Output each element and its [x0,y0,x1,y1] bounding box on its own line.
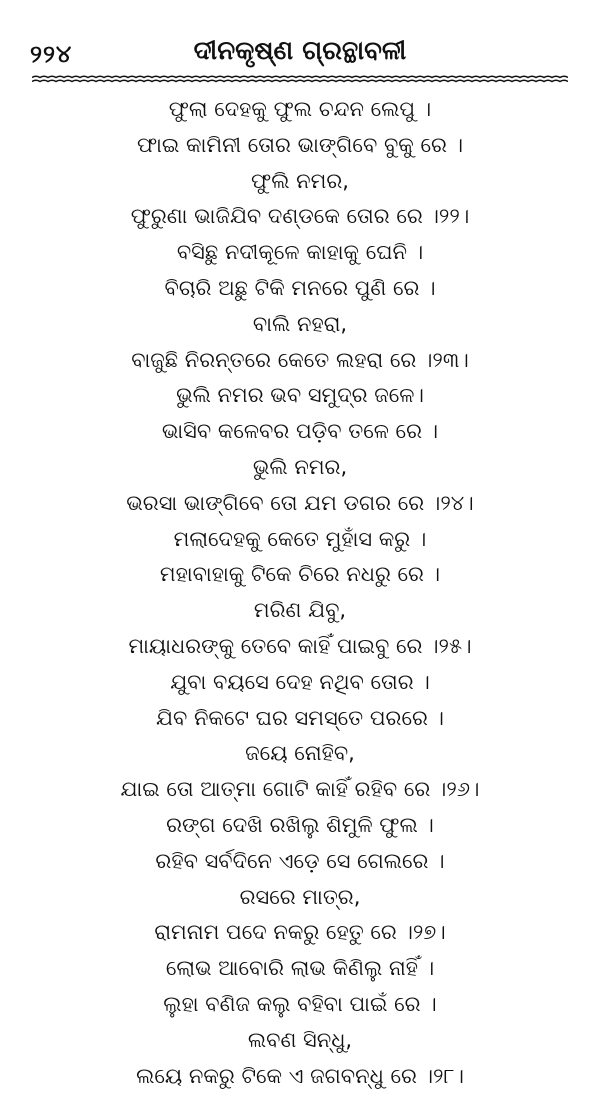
poem-line: ଭୁଲି ନମର ଭବ ସମୁଦ୍ର ଜଳେ। [176,383,424,408]
poem-line: ବିଚାରି ଅଛୁ ଟିକି ମନରେ ପୁଣି ରେ । [164,275,436,300]
poem-line: ଜୟେ ନୋହିବ, [245,741,355,766]
poem-line: ରାମନାମ ପଦେ ନକରୁ ହେତୁ ରେ ।୨୭। [154,920,446,945]
book-title: ଦୀନକୃଷ୍ଣ ଗ୍ରନ୍ଥାବଳୀ [193,36,407,66]
poem-line: ଯିବ ନିକଟେ ଘର ସମସ୍ତେ ପରରେ । [155,705,445,730]
poem-line: ଯାଇ ତୋ ଆତ୍ମା ଗୋଟି କାହିଁ ରହିବ ରେ ।୨୬। [120,777,480,802]
poem-line: ଫାଇ କାମିନୀ ତୋର ଭାଙ୍ଗିବେ ବୁକୁ ରେ । [136,132,464,157]
poem-line: ବାଲି ନହରା, [252,311,348,336]
poem-line: ରହିବ ସର୍ବଦିନେ ଏଡ଼େ ସେ ଗେଲରେ । [155,848,445,873]
page-header [0,0,600,90]
poem-body [0,92,600,1094]
poem-line: ଭାସିବ କଳେବର ପଡ଼ିବ ତଳେ ରେ । [161,419,439,444]
poem-line: ମଲାଦେହକୁ କେତେ ମୁହାଁସ କରୁ । [173,526,427,551]
poem-line: ଲୁହା ବଣିଜ କଲୁ ବହିବା ପାଇଁ ରେ । [163,991,437,1016]
wavy-rule [32,74,568,84]
poem-line: ଲୋଭ ଆବୋରି ଲାଭ କିଣିଲୁ ନାହିଁ । [165,956,435,981]
poem-line: ବାଜୁଛି ନିରନ୍ତରେ କେତେ ଲହରା ରେ ।୨୩। [131,347,469,372]
poem-line: ଯୁବା ବୟସେ ଦେହ ନଥିବ ତୋର । [170,669,430,694]
page-number: ୨୨୪ [30,40,73,68]
poem-line: ଲବଣ ସିନ୍ଧୁ, [247,1027,353,1052]
poem-line: ଲୟେ ନକରୁ ଟିକେ ଏ ଜଗବନ୍ଧୁ ରେ ।୨୮। [136,1063,464,1088]
poem-line: ରସରେ ମାତ୍ର, [239,884,361,909]
poem-line: ମହାବାହାକୁ ଟିକେ ଚିରେ ନଧରୁ ରେ । [159,562,441,587]
poem-line: ଫୁଲା ଦେହକୁ ଫୁଲ ଚନ୍ଦନ ଲେପୁ । [168,97,432,121]
poem-line: ବସିଛୁ ନଦୀକୂଳେ କାହାକୁ ଘେନି । [176,240,424,265]
poem-line: ଭୁଲି ନମର, [252,454,348,479]
poem-line: ମରିଣ ଯିବୁ, [253,598,347,623]
poem-line: ମାୟାଧରଙ୍କୁ ତେବେ କାହିଁ ପାଇବୁ ରେ ।୨୫। [128,633,472,658]
poem-line: ରଙ୍ଗ ଦେଖି ରଖିଲୁ ଶିମୁଳି ଫୁଲ । [166,812,434,837]
poem-line: ଫୁଲି ନମର, [251,168,349,193]
poem-line: ଫୁରୁଣା ଭାଜିଯିବ ଦଣ୍ଡକେ ତୋର ରେ ।୨୨। [130,204,470,229]
poem-line: ଭରସା ଭାଙ୍ଗିବେ ତୋ ଯମ ଡଗର ରେ ।୨୪। [126,490,474,515]
